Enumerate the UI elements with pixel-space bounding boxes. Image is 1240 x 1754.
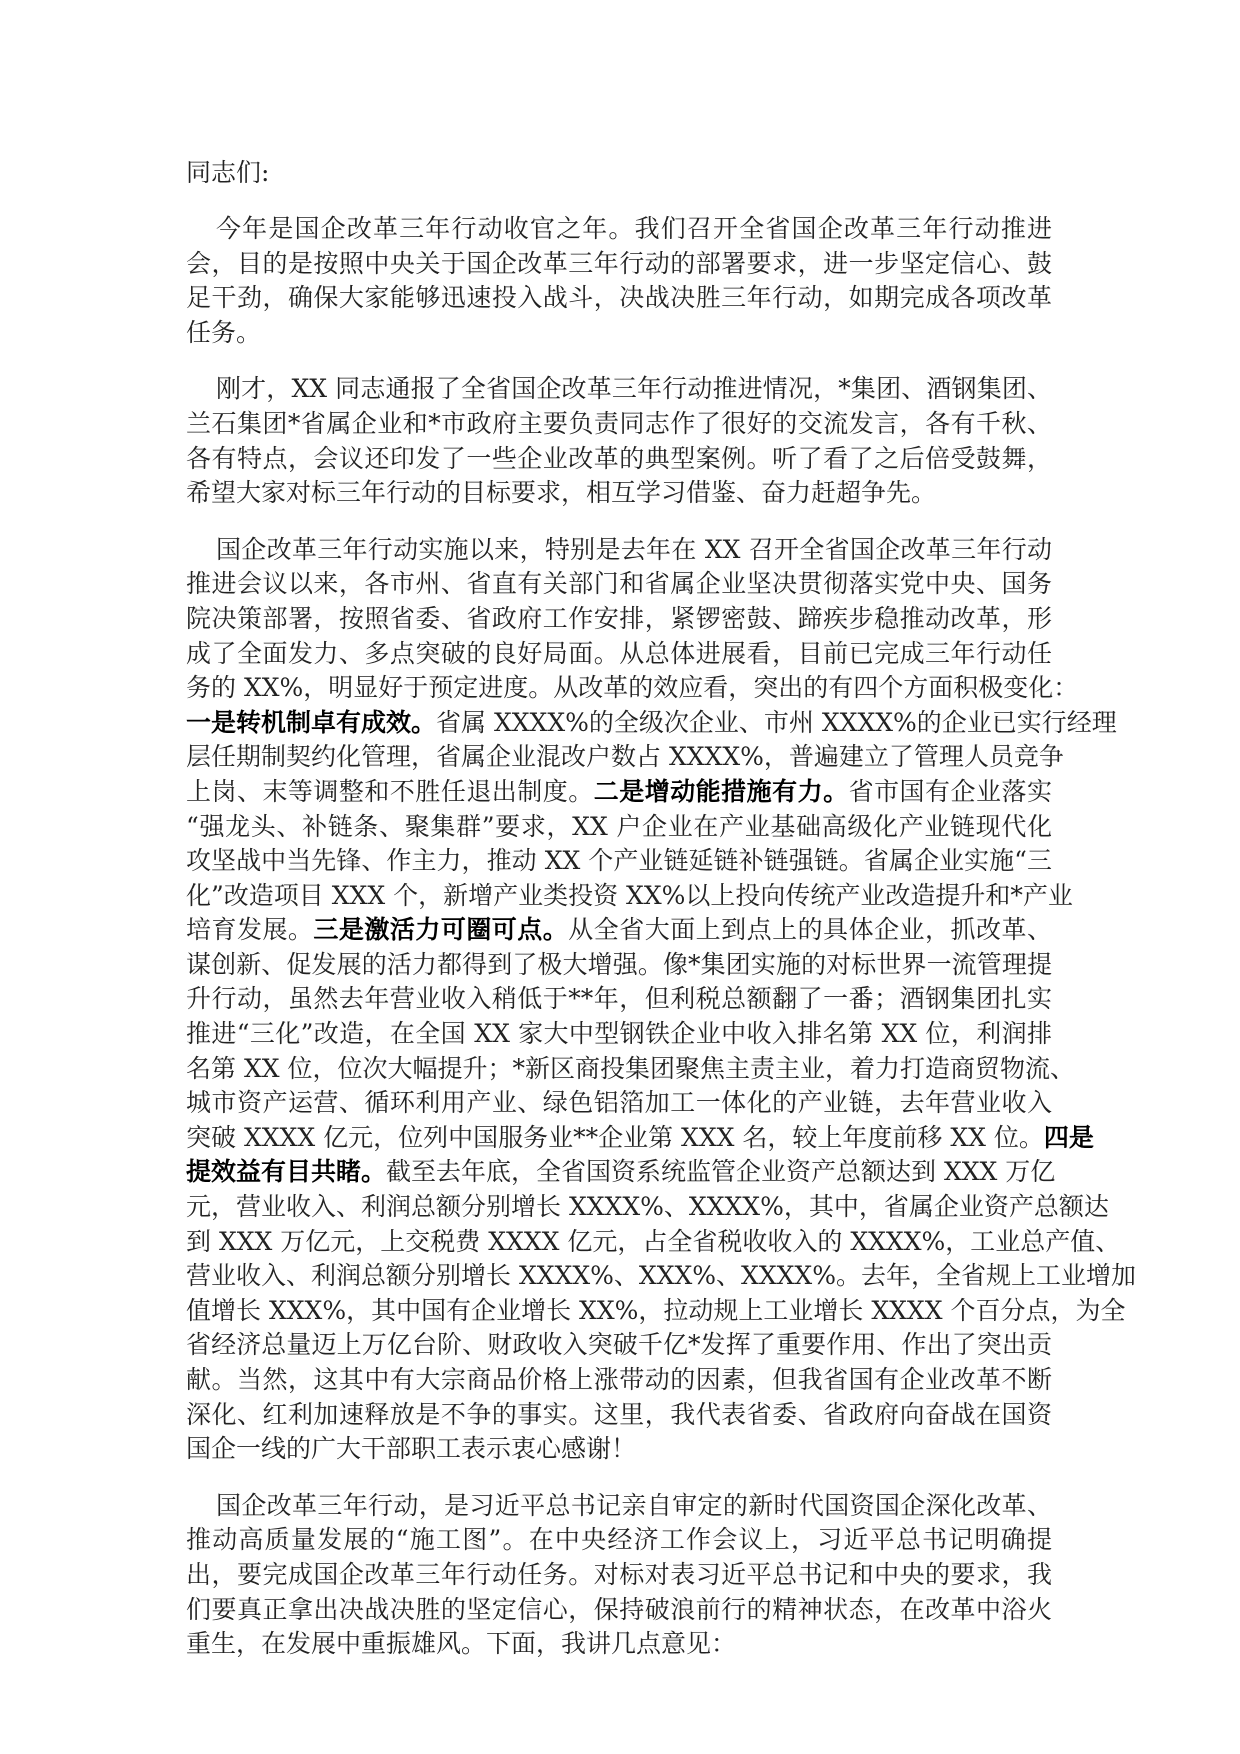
body-text: 献。当然，这其中有大宗商品价格上涨带动的因素，但我省国有企业改革不断 bbox=[186, 1365, 1052, 1394]
body-text: 省经济总量迈上万亿台阶、财政收入突破千亿*发挥了重要作用、作出了突出贡 bbox=[186, 1330, 1052, 1360]
text-line bbox=[186, 844, 1052, 879]
text-line bbox=[186, 706, 1117, 741]
body-text: 希望大家对标三年行动的目标要求，相互学习借鉴、奋力赶超争先。 bbox=[186, 478, 937, 508]
text-line bbox=[186, 567, 1052, 602]
text-line bbox=[186, 281, 1052, 316]
body-text: 省市国有企业落实 bbox=[848, 776, 1052, 806]
body-text: 省属 XXXX%的全级次企业、市州 XXXX%的企业已实行经理 bbox=[436, 707, 1117, 737]
text-line bbox=[186, 1558, 1052, 1593]
bold-heading-text: 提效益有目共睹。 bbox=[186, 1157, 387, 1187]
text-line bbox=[186, 913, 1052, 948]
body-text: 们要真正拿出决战决胜的坚定信心，保持破浪前行的精神状态，在改革中浴火 bbox=[186, 1594, 1052, 1624]
text-line bbox=[186, 1052, 1075, 1087]
text-line bbox=[186, 775, 1052, 810]
text-line bbox=[186, 982, 1052, 1017]
text-line bbox=[186, 1017, 1052, 1052]
text-line bbox=[186, 1489, 1052, 1524]
paragraph bbox=[186, 533, 1136, 1467]
body-text: 重生，在发展中重振雄风。下面，我讲几点意见： bbox=[186, 1629, 737, 1659]
body-text: 值增长 XXX%，其中国有企业增长 XX%，拉动规上工业增长 XXXX 个百分点，为全 bbox=[186, 1295, 1126, 1325]
document-page bbox=[186, 156, 1136, 1684]
paragraph bbox=[186, 1489, 1052, 1662]
body-text: 化”改造项目 XXX 个，新增产业类投资 XX%以上投向传统产业改造提升和*产业 bbox=[186, 880, 1073, 910]
body-text: 攻坚战中当先锋、作主力，推动 XX 个产业链延链补链强链。省属企业实施“三 bbox=[186, 846, 1052, 876]
body-text: 国企改革三年行动实施以来，特别是去年在 XX 召开全省国企改革三年行动 bbox=[216, 534, 1052, 564]
body-text: 院决策部署，按照省委、省政府工作安排，紧锣密鼓、蹄疾步稳推动改革，形 bbox=[186, 603, 1052, 633]
text-line bbox=[186, 247, 1052, 282]
text-line bbox=[186, 1627, 1052, 1662]
body-text: 从全省大面上到点上的具体企业，抓改革、 bbox=[568, 915, 1052, 945]
document-body bbox=[186, 212, 1136, 1662]
text-line bbox=[186, 1155, 1056, 1190]
text-line bbox=[186, 671, 1079, 706]
body-text: 任务。 bbox=[186, 317, 262, 347]
bold-heading-text: 三是激活力可圈可点。 bbox=[313, 915, 569, 945]
body-text: 会，目的是按照中央关于国企改革三年行动的部署要求，进一步坚定信心、鼓 bbox=[186, 248, 1052, 278]
body-text: 各有特点，会议还印发了一些企业改革的典型案例。听了看了之后倍受鼓舞， bbox=[186, 443, 1052, 473]
text-line bbox=[186, 810, 1052, 845]
body-text: 刚才，XX 同志通报了全省国企改革三年行动推进情况，*集团、酒钢集团、 bbox=[216, 374, 1052, 404]
text-line bbox=[186, 442, 1052, 477]
body-text: 到 XXX 万亿元，上交税费 XXXX 亿元，占全省税收收入的 XXXX%，工业总产值、 bbox=[186, 1226, 1121, 1256]
body-text: 元，营业收入、利润总额分别增长 XXXX%、XXXX%，其中，省属企业资产总额达 bbox=[186, 1192, 1109, 1222]
text-line bbox=[186, 1190, 1109, 1225]
bold-heading-text: 一是转机制卓有成效。 bbox=[186, 707, 437, 737]
text-line bbox=[186, 1523, 1052, 1558]
body-text: 国企一线的广大干部职工表示衷心感谢！ bbox=[186, 1434, 637, 1464]
body-text: 截至去年底，全省国资系统监管企业资产总额达到 XXX 万亿 bbox=[386, 1157, 1056, 1187]
text-line bbox=[186, 1328, 1052, 1363]
paragraph bbox=[186, 212, 1052, 350]
text-line bbox=[186, 948, 1052, 983]
body-text: 推进会议以来，各市州、省直有关部门和省属企业坚决贯彻落实党中央、国务 bbox=[186, 569, 1052, 599]
body-text: 成了全面发力、多点突破的良好局面。从总体进展看，目前已完成三年行动任 bbox=[186, 638, 1052, 668]
text-line bbox=[186, 316, 1052, 351]
body-text: 名第 XX 位，位次大幅提升；*新区商投集团聚焦主责主业，着力打造商贸物流、 bbox=[186, 1053, 1075, 1083]
body-text: 兰石集团*省属企业和*市政府主要负责同志作了很好的交流发言，各有千秋、 bbox=[186, 408, 1052, 438]
text-line bbox=[186, 1259, 1136, 1294]
body-text: 营业收入、利润总额分别增长 XXXX%、XXX%、XXXX%。去年，全省规上工业增加 bbox=[186, 1261, 1136, 1291]
text-line bbox=[186, 533, 1052, 568]
bold-heading-text: 二是增动能措施有力。 bbox=[593, 776, 849, 806]
body-text: 城市资产运营、循环利用产业、绿色铝箔加工一体化的产业链，去年营业收入 bbox=[186, 1088, 1052, 1118]
body-text: 谋创新、促发展的活力都得到了极大增强。像*集团实施的对标世界一流管理提 bbox=[186, 949, 1052, 979]
text-line bbox=[186, 637, 1052, 672]
text-line bbox=[186, 407, 1052, 442]
text-line bbox=[186, 1225, 1121, 1260]
body-text: 国企改革三年行动，是习近平总书记亲自审定的新时代国资国企深化改革、 bbox=[216, 1490, 1052, 1520]
body-text: 足干劲，确保大家能够迅速投入战斗，决战决胜三年行动，如期完成各项改革 bbox=[186, 283, 1052, 313]
body-text: 升行动，虽然去年营业收入稍低于**年，但利税总额翻了一番；酒钢集团扎实 bbox=[186, 984, 1052, 1014]
text-line bbox=[186, 212, 1052, 247]
text-line bbox=[186, 740, 1064, 775]
greeting: 同志们: bbox=[186, 158, 270, 187]
paragraph bbox=[186, 372, 1052, 510]
text-line bbox=[186, 879, 1073, 914]
body-text: 培育发展。 bbox=[186, 915, 314, 945]
body-text: 务的 XX%，明显好于预定进度。从改革的效应看，突出的有四个方面积极变化： bbox=[186, 673, 1079, 703]
bold-heading-text: 四是 bbox=[1043, 1122, 1094, 1152]
body-text: 突破 XXXX 亿元，位列中国服务业**企业第 XXX 名，较上年度前移 XX 位。 bbox=[186, 1122, 1044, 1152]
body-text: 推动高质量发展的“施工图”。在中央经济工作会议上，习近平总书记明确提 bbox=[186, 1525, 1052, 1555]
text-line bbox=[186, 1593, 1052, 1628]
body-text: 今年是国企改革三年行动收官之年。我们召开全省国企改革三年行动推进 bbox=[216, 214, 1052, 243]
body-text: 上岗、末等调整和不胜任退出制度。 bbox=[186, 776, 594, 806]
body-text: 出，要完成国企改革三年行动任务。对标对表习近平总书记和中央的要求，我 bbox=[186, 1559, 1052, 1589]
text-line bbox=[186, 476, 1052, 511]
text-line bbox=[186, 1432, 1052, 1467]
text-line bbox=[186, 372, 1052, 407]
text-line bbox=[186, 602, 1052, 637]
body-text: 深化、红利加速释放是不争的事实。这里，我代表省委、省政府向奋战在国资 bbox=[186, 1399, 1052, 1429]
text-line bbox=[186, 1086, 1052, 1121]
text-line bbox=[186, 1121, 1094, 1156]
body-text: 层任期制契约化管理，省属企业混改户数占 XXXX%，普遍建立了管理人员竞争 bbox=[186, 742, 1064, 772]
text-line bbox=[186, 1398, 1052, 1433]
body-text: “强龙头、补链条、聚集群”要求，XX 户企业在产业基础高级化产业链现代化 bbox=[186, 811, 1052, 841]
text-line bbox=[186, 1363, 1052, 1398]
body-text: 推进“三化”改造，在全国 XX 家大中型钢铁企业中收入排名第 XX 位，利润排 bbox=[186, 1019, 1052, 1049]
text-line bbox=[186, 1294, 1126, 1329]
